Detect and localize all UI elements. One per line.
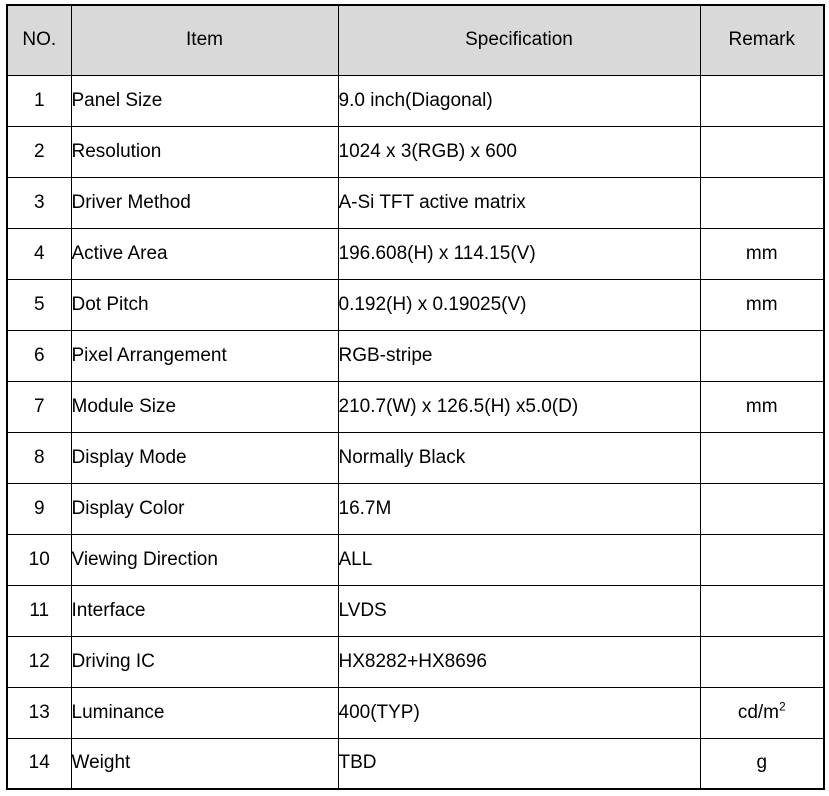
cell-no: 3 xyxy=(7,177,71,228)
cell-no: 7 xyxy=(7,381,71,432)
cell-remark xyxy=(700,126,824,177)
table-row xyxy=(7,177,824,228)
specification-table xyxy=(6,4,825,790)
cell-remark xyxy=(700,483,824,534)
cell-remark: mm xyxy=(700,381,824,432)
cell-remark xyxy=(700,636,824,687)
table-row xyxy=(7,432,824,483)
table-row xyxy=(7,585,824,636)
cell-specification: 400(TYP) xyxy=(338,687,700,738)
cell-no: 6 xyxy=(7,330,71,381)
cell-specification: 0.192(H) x 0.19025(V) xyxy=(338,279,700,330)
cell-remark xyxy=(700,75,824,126)
cell-remark-superscript: 2 xyxy=(779,699,786,714)
cell-item: Driving IC xyxy=(71,636,338,687)
table-row xyxy=(7,687,824,738)
cell-remark: mm xyxy=(700,228,824,279)
cell-item: Luminance xyxy=(71,687,338,738)
column-header-no: NO. xyxy=(7,5,71,75)
cell-item: Weight xyxy=(71,738,338,789)
column-header-item: Item xyxy=(71,5,338,75)
cell-no: 10 xyxy=(7,534,71,585)
cell-specification: 196.608(H) x 114.15(V) xyxy=(338,228,700,279)
cell-remark xyxy=(700,177,824,228)
cell-item: Resolution xyxy=(71,126,338,177)
cell-no: 14 xyxy=(7,738,71,789)
table-row xyxy=(7,126,824,177)
cell-item: Driver Method xyxy=(71,177,338,228)
cell-item: Dot Pitch xyxy=(71,279,338,330)
cell-item: Pixel Arrangement xyxy=(71,330,338,381)
table-row xyxy=(7,738,824,789)
column-header-remark: Remark xyxy=(700,5,824,75)
table-row xyxy=(7,330,824,381)
cell-no: 13 xyxy=(7,687,71,738)
cell-item: Panel Size xyxy=(71,75,338,126)
cell-item: Display Mode xyxy=(71,432,338,483)
cell-remark-base: cd/m xyxy=(737,701,779,723)
table-header-row xyxy=(7,5,824,75)
cell-item: Active Area xyxy=(71,228,338,279)
cell-specification: 210.7(W) x 126.5(H) x5.0(D) xyxy=(338,381,700,432)
cell-remark xyxy=(700,687,824,738)
cell-remark: mm xyxy=(700,279,824,330)
table-body xyxy=(7,75,824,789)
cell-specification: 9.0 inch(Diagonal) xyxy=(338,75,700,126)
table-row xyxy=(7,534,824,585)
cell-remark xyxy=(700,330,824,381)
cell-specification: 16.7M xyxy=(338,483,700,534)
cell-no: 11 xyxy=(7,585,71,636)
cell-specification: TBD xyxy=(338,738,700,789)
cell-specification: 1024 x 3(RGB) x 600 xyxy=(338,126,700,177)
column-header-specification: Specification xyxy=(338,5,700,75)
table-header xyxy=(7,5,824,75)
cell-no: 2 xyxy=(7,126,71,177)
cell-no: 4 xyxy=(7,228,71,279)
table-row xyxy=(7,279,824,330)
cell-item: Display Color xyxy=(71,483,338,534)
table-row xyxy=(7,636,824,687)
cell-remark xyxy=(700,432,824,483)
cell-specification: Normally Black xyxy=(338,432,700,483)
cell-no: 5 xyxy=(7,279,71,330)
table-row xyxy=(7,483,824,534)
cell-no: 1 xyxy=(7,75,71,126)
cell-remark xyxy=(700,534,824,585)
cell-item: Interface xyxy=(71,585,338,636)
cell-no: 8 xyxy=(7,432,71,483)
cell-no: 9 xyxy=(7,483,71,534)
table-row xyxy=(7,381,824,432)
cell-remark: g xyxy=(700,738,824,789)
cell-item: Viewing Direction xyxy=(71,534,338,585)
cell-specification: LVDS xyxy=(338,585,700,636)
cell-item: Module Size xyxy=(71,381,338,432)
cell-specification: ALL xyxy=(338,534,700,585)
table-row xyxy=(7,75,824,126)
cell-specification: RGB-stripe xyxy=(338,330,700,381)
table-row xyxy=(7,228,824,279)
cell-specification: A-Si TFT active matrix xyxy=(338,177,700,228)
cell-no: 12 xyxy=(7,636,71,687)
cell-remark xyxy=(700,585,824,636)
cell-specification: HX8282+HX8696 xyxy=(338,636,700,687)
